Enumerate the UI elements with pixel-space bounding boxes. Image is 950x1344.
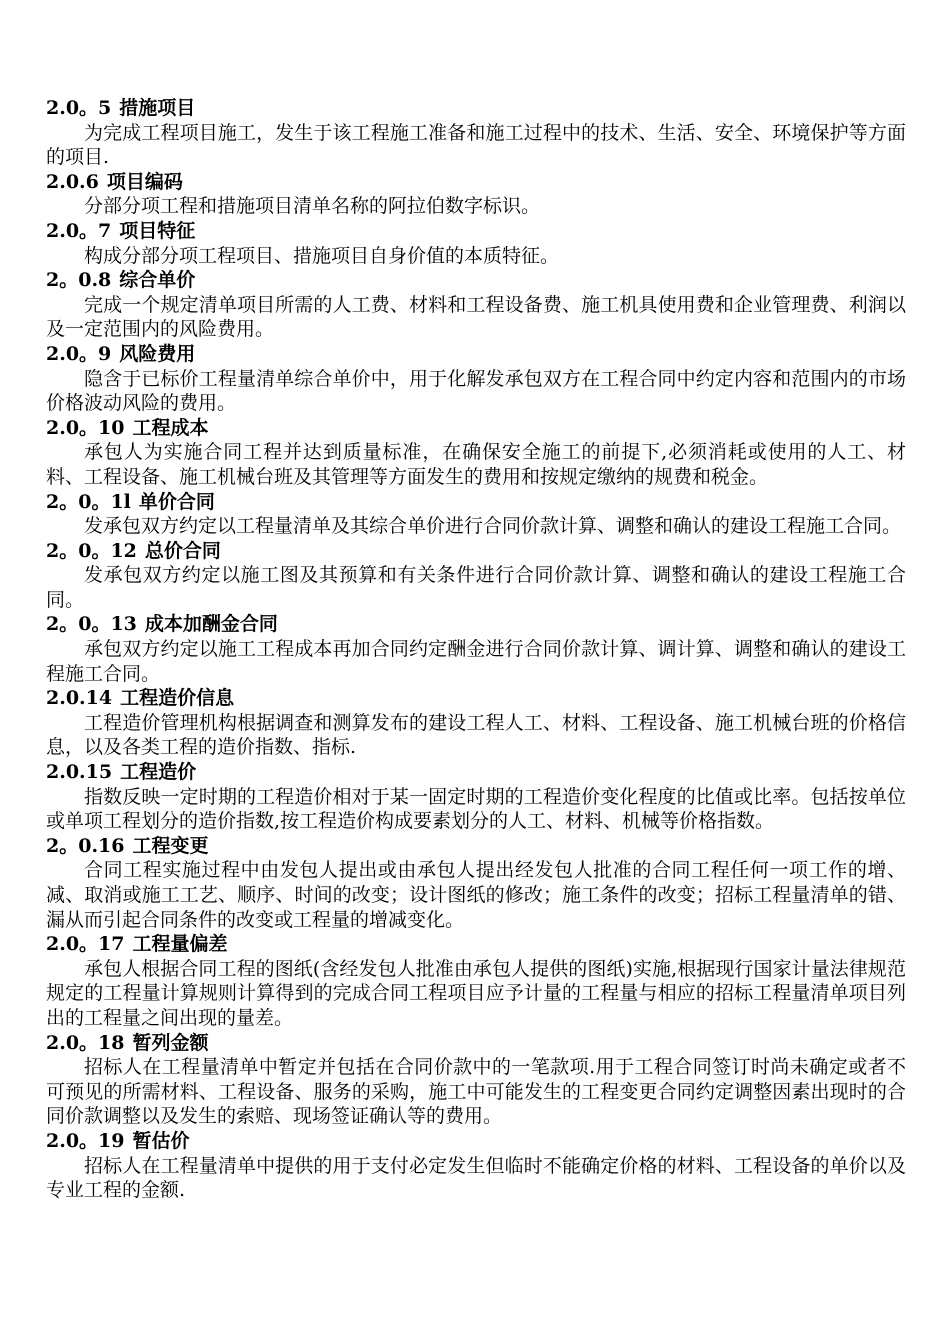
clause-title: 综合单价 <box>119 269 196 292</box>
clause-heading <box>46 539 906 564</box>
clause-definition: 招标人在工程量清单中暂定并包括在合同价款中的一笔款项.用于工程合同签订时尚未确定或者不可预见的所需材料、工程设备、服务的采购，施工中可能发生的工程变更合同约定调整因素出现时的合同价款调整以及发生的索赔、现场签证确认等的费用。 <box>46 1056 906 1128</box>
clause-number: 2。0.16 <box>46 834 125 857</box>
clause-number: 2.0.15 <box>46 761 113 784</box>
clause-2-0-14 <box>46 686 906 760</box>
clause-2-0-5 <box>46 96 906 170</box>
clause-number: 2.0。9 <box>46 342 112 365</box>
clause-number: 2.0.6 <box>46 170 99 193</box>
clause-number: 2.0。5 <box>46 97 112 119</box>
clause-number: 2.0.14 <box>46 687 113 710</box>
clause-definition: 分部分项工程和措施项目清单名称的阿拉伯数字标识。 <box>84 195 541 218</box>
clause-heading <box>46 416 906 441</box>
clause-2-0-7 <box>46 219 906 268</box>
clause-heading <box>46 490 906 515</box>
clause-title: 措施项目 <box>119 97 196 119</box>
clause-heading <box>46 834 906 859</box>
clause-title: 项目编码 <box>106 170 183 193</box>
clause-heading <box>46 96 906 121</box>
clause-heading <box>46 932 906 957</box>
clause-definition: 构成分部分项工程项目、措施项目自身价值的本质特征。 <box>84 244 560 267</box>
clause-title: 暂估价 <box>132 1129 190 1152</box>
clause-title: 工程变更 <box>132 834 209 857</box>
clause-title: 暂列金额 <box>132 1031 209 1054</box>
clause-title: 风险费用 <box>119 342 196 365</box>
clause-definition: 合同工程实施过程中由发包人提出或由承包人提出经发包人批准的合同工程任何一项工作的增、减、取消或施工工艺、顺序、时间的改变；设计图纸的修改；施工条件的改变；招标工程量清单的错、漏从而引起合同条件的改变或工程量的增减变化。 <box>46 859 906 931</box>
clause-number: 2。0。12 <box>46 539 137 562</box>
clause-heading <box>46 686 906 711</box>
clause-number: 2.0。19 <box>46 1129 125 1152</box>
clause-definition: 发承包双方约定以工程量清单及其综合单价进行合同价款计算、调整和确认的建设工程施工合同。 <box>84 515 902 538</box>
clause-2-0-11 <box>46 490 906 539</box>
clause-definition: 承包人根据合同工程的图纸(含经发包人批准由承包人提供的图纸)实施,根据现行国家计量法律规范规定的工程量计算规则计算得到的完成合同工程项目应予计量的工程量与相应的招标工程量清单项目列出的工程量之间出现的量差。 <box>46 957 906 1029</box>
clause-heading <box>46 1031 906 1056</box>
clause-2-0-6 <box>46 170 906 219</box>
clause-heading <box>46 760 906 785</box>
clause-2-0-12 <box>46 539 906 613</box>
clause-title: 成本加酬金合同 <box>144 613 278 636</box>
clause-definition: 为完成工程项目施工，发生于该工程施工准备和施工过程中的技术、生活、安全、环境保护等方面的项目. <box>46 121 906 169</box>
clause-heading <box>46 170 906 195</box>
clause-number: 2.0。10 <box>46 416 125 439</box>
clause-number: 2.0。7 <box>46 219 112 242</box>
clause-definition: 指数反映一定时期的工程造价相对于某一固定时期的工程造价变化程度的比值或比率。包括按单位或单项工程划分的造价指数,按工程造价构成要素划分的人工、材料、机械等价格指数。 <box>46 785 906 833</box>
document-page <box>46 96 906 1203</box>
clause-definition: 完成一个规定清单项目所需的人工费、材料和工程设备费、施工机具使用费和企业管理费、利润以及一定范围内的风险费用。 <box>46 293 906 341</box>
clause-title: 工程造价 <box>120 761 197 784</box>
clause-definition: 隐含于已标价工程量清单综合单价中，用于化解发承包双方在工程合同中约定内容和范围内的市场价格波动风险的费用。 <box>46 367 906 415</box>
clause-heading <box>46 1129 906 1154</box>
clause-definition: 发承包双方约定以施工图及其预算和有关条件进行合同价款计算、调整和确认的建设工程施工合同。 <box>46 564 906 611</box>
clause-number: 2。0。1l <box>46 490 131 513</box>
clause-title: 总价合同 <box>144 539 221 562</box>
clause-2-0-8 <box>46 268 906 342</box>
clause-heading <box>46 268 906 293</box>
clause-number: 2。0。13 <box>46 613 137 636</box>
clause-heading <box>46 612 906 637</box>
clause-title: 工程造价信息 <box>120 687 235 710</box>
clause-2-0-18 <box>46 1031 906 1129</box>
clause-2-0-15 <box>46 760 906 834</box>
clause-title: 工程量偏差 <box>132 933 228 956</box>
clause-title: 工程成本 <box>132 416 209 439</box>
clause-definition: 工程造价管理机构根据调查和测算发布的建设工程人工、材料、工程设备、施工机械台班的价格信息，以及各类工程的造价指数、指标. <box>46 711 906 759</box>
clause-2-0-9 <box>46 342 906 416</box>
clause-definition: 招标人在工程量清单中提供的用于支付必定发生但临时不能确定价格的材料、工程设备的单价以及专业工程的金额. <box>46 1154 906 1202</box>
clause-number: 2。0.8 <box>46 269 112 292</box>
clause-number: 2.0。17 <box>46 933 125 956</box>
clause-heading <box>46 219 906 244</box>
clause-heading <box>46 342 906 367</box>
clause-title: 项目特征 <box>119 219 196 242</box>
clause-2-0-17 <box>46 932 906 1030</box>
clause-2-0-10 <box>46 416 906 490</box>
clause-2-0-13 <box>46 612 906 686</box>
clause-title: 单价合同 <box>138 490 215 513</box>
clause-2-0-19 <box>46 1129 906 1203</box>
clause-definition: 承包双方约定以施工工程成本再加合同约定酬金进行合同价款计算、调计算、调整和确认的建设工程施工合同。 <box>46 638 906 685</box>
clause-definition: 承包人为实施合同工程并达到质量标准，在确保安全施工的前提下,必须消耗或使用的人工、材料、工程设备、施工机械台班及其管理等方面发生的费用和按规定缴纳的规费和税金。 <box>46 441 906 488</box>
clause-number: 2.0。18 <box>46 1031 125 1054</box>
clause-2-0-16 <box>46 834 906 932</box>
